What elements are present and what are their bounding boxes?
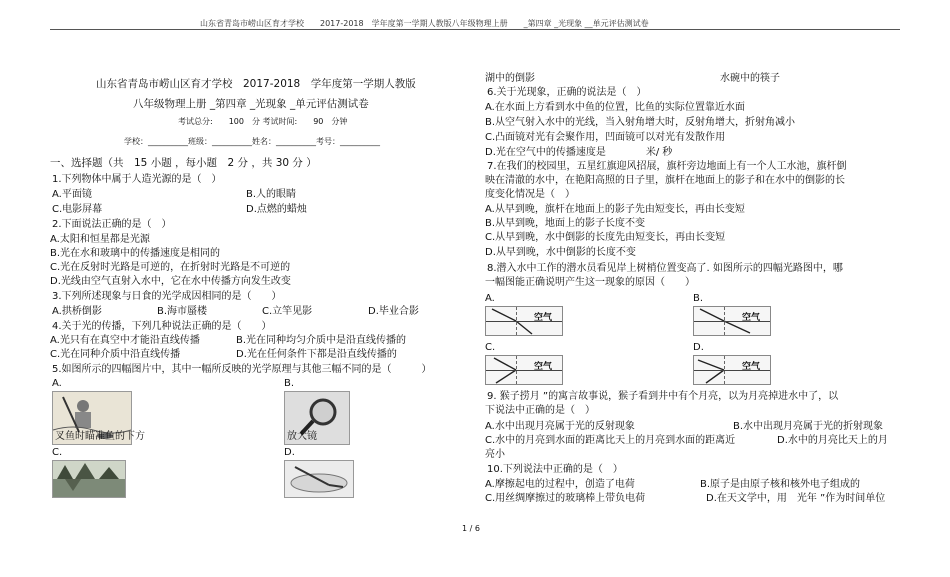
q3-option-b: B.海市蜃楼 bbox=[157, 306, 208, 317]
q7-option-b: B.从早到晚，地面上的影子长度不变 bbox=[485, 218, 646, 229]
q5-image-d bbox=[284, 460, 354, 498]
title-line-2: 八年级物理上册 _第四章 _光现象 _单元评估测试卷 bbox=[133, 98, 369, 110]
lake-reflection-illustration bbox=[53, 461, 125, 497]
q5-caption-b: 放大镜 bbox=[287, 431, 317, 442]
q7-stem-line-3: 度变化情况是（ ） bbox=[485, 189, 575, 200]
q2-option-a: A.太阳和恒星都是光源 bbox=[50, 234, 150, 245]
q4-option-b: B.光在同种均匀介质中是沿直线传播的 bbox=[236, 335, 407, 346]
q4-stem: 4.关于光的传播，下列几种说法正确的是（ ） bbox=[52, 321, 272, 332]
q2-option-b: B.光在水和玻璃中的传播速度是相同的 bbox=[50, 248, 221, 259]
q9-option-d: D.水中的月亮比天上的月 bbox=[777, 435, 888, 446]
air-label: 空气 bbox=[741, 313, 760, 323]
q6-option-b: B.从空气射入水中的光线，当入射角增大时，反射角增大，折射角减小 bbox=[485, 117, 796, 128]
page-number: 1 / 6 bbox=[462, 524, 480, 533]
q8-diagram-c bbox=[485, 355, 563, 385]
header-rule bbox=[50, 29, 900, 30]
q6-option-a: A.在水面上方看到水中鱼的位置，比鱼的实际位置靠近水面 bbox=[485, 102, 745, 113]
q9-option-d-cont: 亮小 bbox=[485, 449, 505, 460]
q10-option-a: A.摩擦起电的过程中，创造了电荷 bbox=[485, 479, 635, 490]
q1-option-b: B.人的眼睛 bbox=[246, 189, 297, 200]
q9-option-b: B.水中出现月亮属于光的折射现象 bbox=[733, 421, 884, 432]
q6-stem: 6.关于光现象，正确的说法是（ ） bbox=[487, 87, 647, 98]
q4-option-d: D.光在任何条件下都是沿直线传播的 bbox=[236, 349, 397, 360]
q8-diagram-d bbox=[693, 355, 771, 385]
q5-caption-d: 水碗中的筷子 bbox=[720, 73, 780, 84]
q8-label-b: B. bbox=[693, 293, 704, 304]
q3-option-d: D.毕业合影 bbox=[368, 306, 419, 317]
normal-line bbox=[724, 307, 725, 335]
q9-option-a: A.水中出现月亮属于光的反射现象 bbox=[485, 421, 635, 432]
q8-label-c: C. bbox=[485, 342, 496, 353]
running-header: 山东省青岛市崂山区育才学校 2017-2018 学年度第一学期人教版八年级物理上册 _第四章 _光现象 __单元评估测试卷 bbox=[200, 19, 649, 28]
q1-option-a: A.平面镜 bbox=[52, 189, 92, 200]
section-heading: 一、选择题（共 15 小题 ，每小题 2 分 ，共 30 分 ） bbox=[50, 157, 317, 169]
q8-stem-line-1: 8.潜入水中工作的潜水员看见岸上树梢位置变高了. 如图所示的四幅光路图中，哪 bbox=[487, 263, 843, 274]
q9-stem-line-1: 9. 猴子捞月 ”的寓言故事说，猴子看到井中有个月亮，以为月亮掉进水中了，以 bbox=[487, 391, 839, 402]
score-line: 考试总分: 100 分 考试时间: 90 分钟 bbox=[178, 117, 348, 126]
info-line: 学校：__________班级：__________姓名：__________考号：__________ bbox=[124, 137, 380, 146]
q9-option-c: C.水中的月亮到水面的距离比天上的月亮到水面的距离近 bbox=[485, 435, 736, 446]
q2-option-d: D.光线由空气直射入水中，它在水中传播方向发生改变 bbox=[50, 276, 291, 287]
q5-label-b: B. bbox=[284, 378, 295, 389]
q7-stem-line-1: 7.在我们的校园里，五星红旗迎风招展，旗杆旁边地面上有一个人工水池，旗杆倒 bbox=[487, 161, 847, 172]
q3-stem: 3.下列所述现象与日食的光学成因相同的是（ ） bbox=[52, 291, 282, 302]
q4-option-c: C.光在同种介质中沿直线传播 bbox=[50, 349, 181, 360]
q5-image-b bbox=[284, 391, 350, 445]
q1-option-c: C.电影屏幕 bbox=[52, 204, 103, 215]
q10-stem: 10.下列说法中正确的是（ ） bbox=[487, 464, 623, 475]
q10-option-c: C.用丝绸摩擦过的玻璃棒上带负电荷 bbox=[485, 493, 646, 504]
q6-option-d: D.光在空气中的传播速度是 米/ 秒 bbox=[485, 147, 673, 158]
q8-label-d: D. bbox=[693, 342, 704, 353]
q8-stem-line-2: 一幅图能正确说明产生这一现象的原因（ ） bbox=[485, 277, 695, 288]
q10-option-b: B.原子是由原子核和核外电子组成的 bbox=[700, 479, 861, 490]
q5-stem: 5.如图所示的四幅图片中，其中一幅所反映的光学原理与其他三幅不同的是（ ） bbox=[52, 364, 432, 375]
q10-option-d: D.在天文学中，用 光年 ”作为时间单位 bbox=[706, 493, 886, 504]
q5-label-d: D. bbox=[284, 447, 295, 458]
title-line-1: 山东省青岛市崂山区育才学校 2017-2018 学年度第一学期人教版 bbox=[96, 78, 416, 90]
q2-option-c: C.光在反射时光路是可逆的，在折射时光路是不可逆的 bbox=[50, 262, 291, 273]
q9-stem-line-2: 下说法中正确的是（ ） bbox=[485, 405, 595, 416]
q1-option-d: D.点燃的蜡烛 bbox=[246, 204, 307, 215]
normal-line bbox=[724, 356, 725, 384]
air-label: 空气 bbox=[533, 313, 552, 323]
q3-option-c: C.立竿见影 bbox=[262, 306, 313, 317]
q5-label-a: A. bbox=[52, 378, 62, 389]
q5-image-a bbox=[52, 391, 145, 445]
q3-option-a: A.拱桥倒影 bbox=[52, 306, 102, 317]
q8-diagram-a bbox=[485, 306, 563, 336]
q5-caption-a: 叉鱼时瞄准鱼的下方 bbox=[55, 431, 145, 442]
q7-option-a: A.从早到晚，旗杆在地面上的影子先由短变长，再由长变短 bbox=[485, 204, 745, 215]
normal-line bbox=[516, 356, 517, 384]
chopsticks-bowl-illustration bbox=[285, 461, 353, 497]
q5-image-c bbox=[52, 460, 126, 498]
q2-stem: 2.下面说法正确的是（ ） bbox=[52, 219, 172, 230]
q8-label-a: A. bbox=[485, 293, 495, 304]
air-label: 空气 bbox=[741, 362, 760, 372]
normal-line bbox=[516, 307, 517, 335]
q5-label-c: C. bbox=[52, 447, 63, 458]
q7-option-d: D.从早到晚，水中倒影的长度不变 bbox=[485, 247, 636, 258]
q5-caption-c: 湖中的倒影 bbox=[485, 73, 535, 84]
q7-stem-line-2: 映在清澈的水中，在艳阳高照的日子里，旗杆在地面上的影子和在水中的倒影的长 bbox=[485, 175, 845, 186]
air-label: 空气 bbox=[533, 362, 552, 372]
q4-option-a: A.光只有在真空中才能沿直线传播 bbox=[50, 335, 200, 346]
q6-option-c: C.凸面镜对光有会聚作用，凹面镜可以对光有发散作用 bbox=[485, 132, 726, 143]
q8-diagram-b bbox=[693, 306, 771, 336]
q7-option-c: C.从早到晚，水中倒影的长度先由短变长，再由长变短 bbox=[485, 232, 726, 243]
q1-stem: 1.下列物体中属于人造光源的是（ ） bbox=[52, 174, 222, 185]
